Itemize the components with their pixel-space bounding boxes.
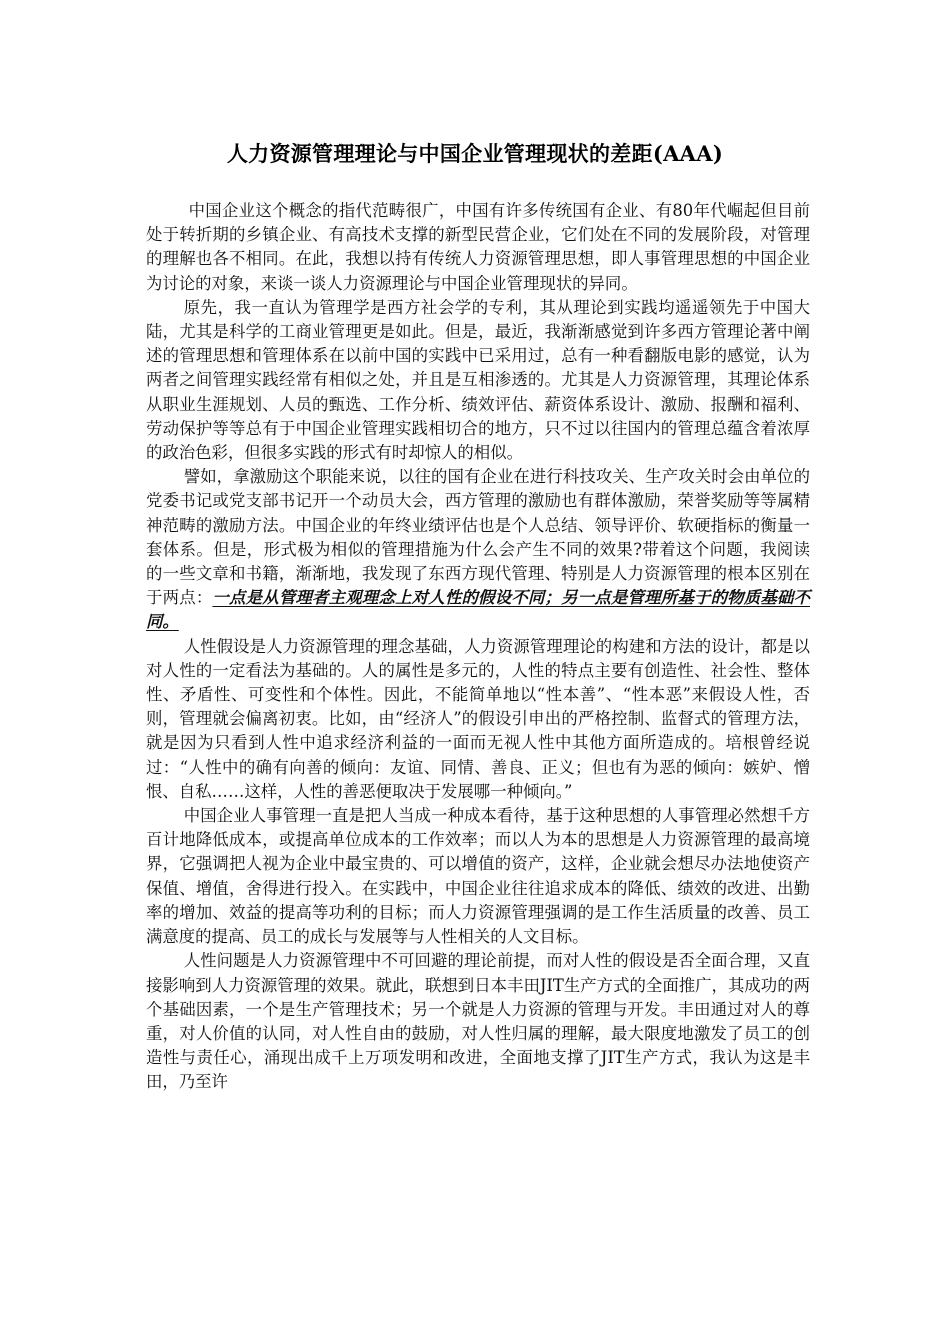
paragraph-1 — [146, 199, 810, 296]
paragraph-5 — [146, 804, 810, 949]
paragraph-4 — [146, 635, 810, 804]
paragraph-6 — [146, 949, 810, 1094]
paragraph-3-text: 譬如，拿激励这个职能来说，以往的国有企业在进行科技攻关、生产攻关时会由单位的党委书记或党支部书记开一个动员大会，西方管理的激励也有群体激励，荣誉奖励等等属精神范畴的激励方法。中国企业的年终业绩评估也是个人总结、领导评价、软硬指标的衡量一套体系。但是，形式极为相似的管理措施为什么会产生不同的效果?带着这个问题，我阅读的一些文章和书籍，渐渐地，我发现了东西方现代管理、特别是人力资源管理的根本区别在于两点： — [146, 467, 810, 608]
paragraph-6-text: 人性问题是人力资源管理中不可回避的理论前提，而对人性的假设是否全面合理，又直接影响到人力资源管理的效果。就此，联想到日本丰田JIT生产方式的全面推广，其成功的两个基础因素，一个是生产管理技术；另一个就是人力资源的管理与开发。丰田通过对人的尊重，对人价值的认同，对人性自由的鼓励，对人性归属的理解，最大限度地激发了员工的创造性与责任心，涌现出成千上万项发明和改进，全面地支撑了JIT生产方式，我认为这是丰田，乃至许 — [146, 951, 810, 1092]
paragraph-2-text: 原先，我一直认为管理学是西方社会学的专利，其从理论到实践均遥遥领先于中国大陆，尤其是科学的工商业管理更是如此。但是，最近，我渐渐感觉到许多西方管理论著中阐述的管理思想和管理体系在以前中国的实践中已采用过，总有一种看翻版电影的感觉，认为两者之间管理实践经常有相似之处，并且是互相渗透的。尤其是人力资源管理，其理论体系从职业生涯规划、人员的甄选、工作分析、绩效评估、薪资体系设计、激励、报酬和福利、劳动保护等等总有于中国企业管理实践相切合的地方，只不过以往国内的管理总蕴含着浓厚的政治色彩，但很多实践的形式有时却惊人的相似。 — [146, 297, 810, 463]
paragraph-3-emphasis: 一点是从管理者主观理念上对人性的假设不同；另一点是管理所基于的物质基础不同。 — [146, 588, 810, 632]
document-title: 人力资源管理理论与中国企业管理现状的差距(AAA) — [226, 141, 724, 166]
paragraph-1-text: 中国企业这个概念的指代范畴很广，中国有许多传统国有企业、有80年代崛起但目前处于转折期的乡镇企业、有高技术支撑的新型民营企业，它们处在不同的发展阶段，对管理的理解也各不相同。在此，我想以持有传统人力资源管理思想，即人事管理思想的中国企业为讨论的对象，来谈一谈人力资源理论与中国企业管理现状的异同。 — [146, 201, 810, 293]
paragraph-3 — [146, 465, 810, 634]
document-body — [146, 199, 810, 1095]
paragraph-5-text: 中国企业人事管理一直是把人当成一种成本看待，基于这种思想的人事管理必然想千方百计地降低成本，或提高单位成本的工作效率；而以人为本的思想是人力资源管理的最高境界，它强调把人视为企业中最宝贵的、可以增值的资产，这样，企业就会想尽办法地使资产保值、增值，舍得进行投入。在实践中，中国企业往往追求成本的降低、绩效的改进、出勤率的增加、效益的提高等功利的目标；而人力资源管理强调的是工作生活质量的改善、员工满意度的提高、员工的成长与发展等与人性相关的人文目标。 — [146, 806, 810, 947]
paragraph-4-text: 人性假设是人力资源管理的理念基础，人力资源管理理论的构建和方法的设计，都是以对人性的一定看法为基础的。人的属性是多元的，人性的特点主要有创造性、社会性、整体性、矛盾性、可变性和个体性。因此，不能简单地以“性本善”、“性本恶”来假设人性，否则，管理就会偏离初衷。比如，由“经济人”的假设引申出的严格控制、监督式的管理方法，就是因为只看到人性中追求经济利益的一面而无视人性中其他方面所造成的。培根曾经说过：“人性中的确有向善的倾向：友谊、同情、善良、正义；但也有为恶的倾向：嫉妒、憎恨、自私……这样，人性的善恶便取决于发展哪一种倾向。” — [146, 636, 810, 801]
paragraph-2 — [146, 296, 810, 465]
